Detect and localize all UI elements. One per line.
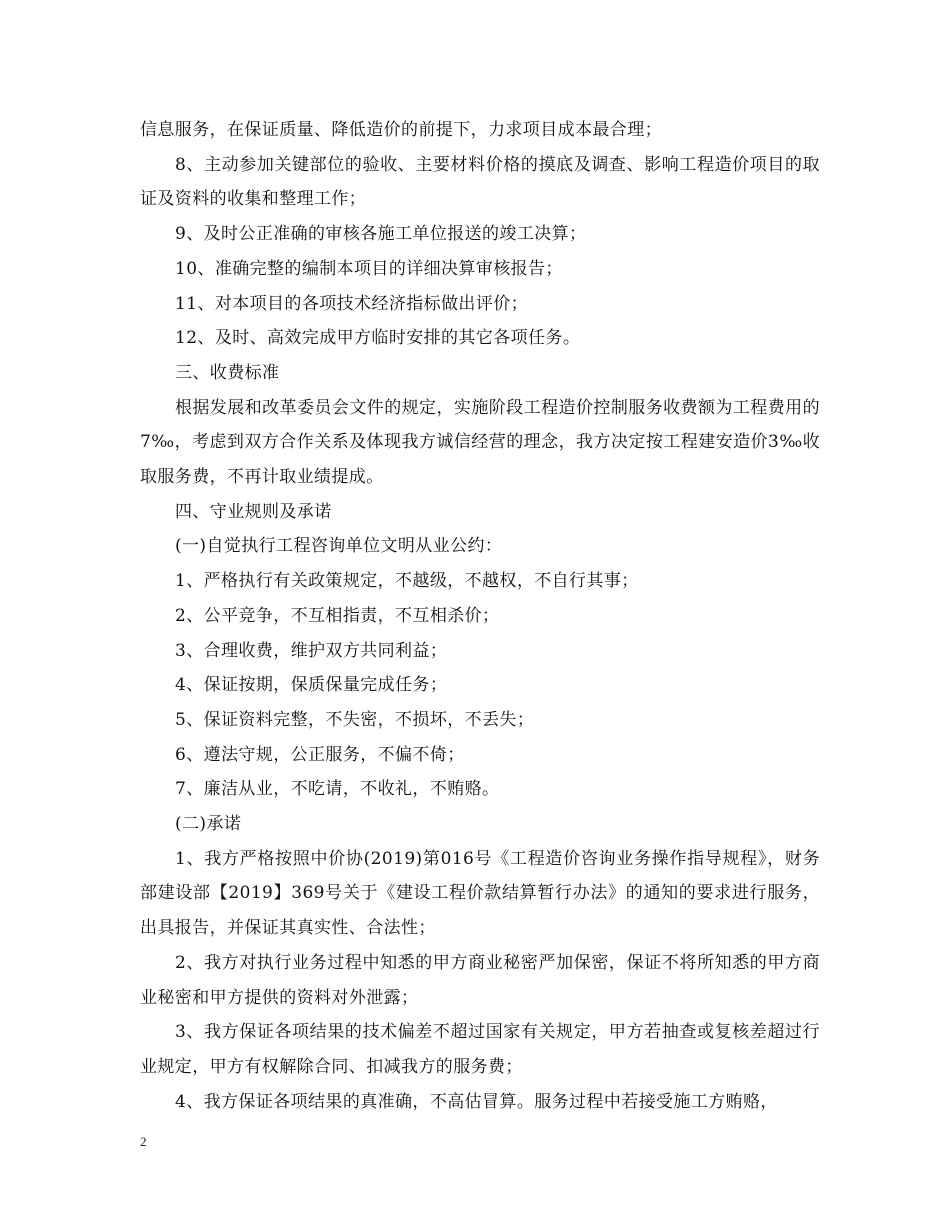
paragraph: 1、我方严格按照中价协(2019)第016号《工程造价咨询业务操作指导规程》，财务部建设部【2019】369号关于《建设工程价款结算暂行办法》的通知的要求进行服务，出具报告，并保证其真实性、合法性； — [140, 848, 820, 939]
paragraph: 9、及时公正准确的审核各施工单位报送的竣工决算； — [175, 224, 587, 245]
section-heading: 四、守业规则及承诺 — [175, 501, 332, 522]
list-item: 7、廉洁从业，不吃请，不收礼，不贿赂。 — [175, 779, 500, 800]
paragraph: 8、主动参加关键部位的验收、主要材料价格的摸底及调查、影响工程造价项目的取证及资料的收集和整理工作； — [140, 154, 820, 210]
list-item: 3、合理收费，维护双方共同利益； — [175, 640, 448, 661]
list-item: 5、保证资料完整，不失密，不损坏，不丢失； — [175, 709, 535, 730]
subsection-heading: (二)承诺 — [175, 814, 242, 835]
paragraph: 3、我方保证各项结果的技术偏差不超过国家有关规定，甲方若抽查或复核差超过行业规定，甲方有权解除合同、扣减我方的服务费； — [140, 1022, 820, 1077]
page-number: 2 — [140, 1134, 147, 1149]
paragraph: 12、及时、高效完成甲方临时安排的其它各项任务。 — [175, 328, 581, 349]
paragraph: 10、准确完整的编制本项目的详细决算审核报告； — [175, 258, 563, 279]
paragraph: 11、对本项目的各项技术经济指标做出评价； — [175, 293, 529, 314]
list-item: 1、严格执行有关政策规定，不越级，不越权，不自行其事； — [175, 571, 639, 592]
list-item: 2、公平竞争，不互相指责，不互相杀价； — [175, 605, 500, 626]
paragraph: 信息服务，在保证质量、降低造价的前提下，力求项目成本最合理； — [140, 120, 662, 140]
paragraph: 根据发展和改革委员会文件的规定，实施阶段工程造价控制服务收费额为工程费用的7‰，考虑到双方合作关系及体现我方诚信经营的理念，我方决定按工程建安造价3‰收取服务费，不再计取业绩提成。 — [140, 397, 820, 488]
list-item: 6、遵法守规，公正服务，不偏不倚； — [175, 744, 465, 765]
list-item: 4、保证按期，保质保量完成任务； — [175, 675, 448, 696]
document-body — [140, 113, 820, 1119]
subsection-heading: (一)自觉执行工程咨询单位文明从业公约： — [175, 536, 503, 557]
paragraph: 4、我方保证各项结果的真准确，不高估冒算。服务过程中若接受施工方贿赂， — [175, 1091, 778, 1112]
section-heading: 三、收费标准 — [175, 362, 280, 383]
paragraph: 2、我方对执行业务过程中知悉的甲方商业秘密严加保密，保证不将所知悉的甲方商业秘密和甲方提供的资料对外泄露； — [140, 952, 820, 1008]
